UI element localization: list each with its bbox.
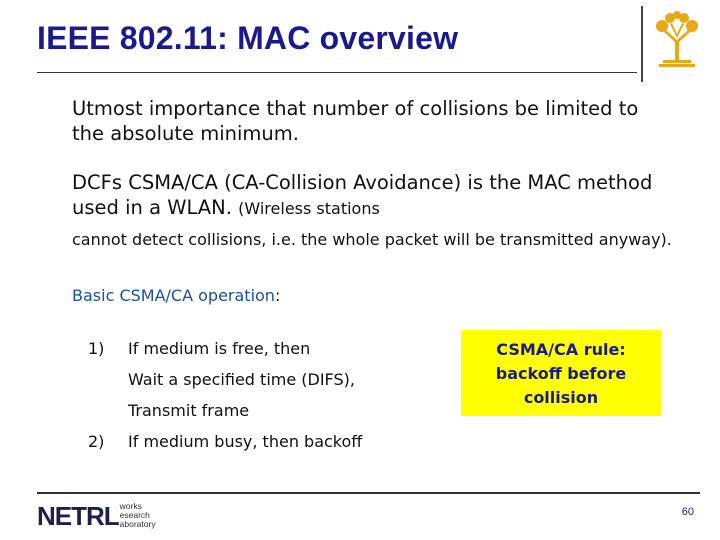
netrl-logo — [37, 498, 156, 534]
footer-divider — [37, 492, 700, 494]
netrl-subtext-line: works — [119, 500, 142, 511]
university-tree-logo-icon — [648, 10, 706, 68]
step-text: Wait a specified time (DIFS), — [128, 370, 355, 389]
dcf-note-start: (Wireless stations — [238, 199, 380, 218]
dcf-main-text: DCFs CSMA/CA (CA-Collision Avoidance) is the MAC method used in a WLAN. — [72, 171, 653, 219]
rule-box-line: backoff before — [495, 364, 627, 383]
csma-rule-box — [461, 330, 661, 416]
netrl-logo-subtext — [120, 502, 156, 529]
dcf-note-rest: cannot detect collisions, i.e. the whole packet will be transmitted anyway). — [72, 230, 672, 249]
steps-list — [88, 333, 362, 457]
step-item — [88, 395, 362, 426]
netrl-subtext-line: aboratory — [119, 518, 156, 529]
step-item — [88, 364, 362, 395]
step-number: 1) — [88, 339, 105, 358]
basic-operation-link[interactable]: Basic CSMA/CA operation — [72, 286, 275, 305]
step-item — [88, 333, 362, 364]
slide-title: IEEE 802.11: MAC overview — [37, 20, 459, 56]
logo-divider — [641, 6, 643, 82]
title-divider — [37, 72, 637, 73]
page-number: 60 — [681, 506, 694, 518]
paragraph-collisions: Utmost importance that number of collisions be limited to the absolute minimum. — [72, 97, 639, 145]
step-text: If medium is free, then — [128, 339, 311, 358]
step-item — [88, 426, 362, 457]
basic-colon: : — [274, 286, 281, 305]
basic-operation-heading — [72, 286, 280, 305]
step-number: 2) — [88, 432, 105, 451]
step-text: If medium busy, then backoff — [128, 432, 363, 451]
rule-box-line: collision — [523, 388, 599, 407]
paragraph-dcf — [72, 170, 682, 221]
netrl-logo-text: NETRL — [37, 500, 119, 531]
step-text: Transmit frame — [128, 401, 250, 420]
rule-box-line: CSMA/CA rule: — [496, 340, 626, 359]
netrl-subtext-line: esearch — [119, 509, 150, 520]
